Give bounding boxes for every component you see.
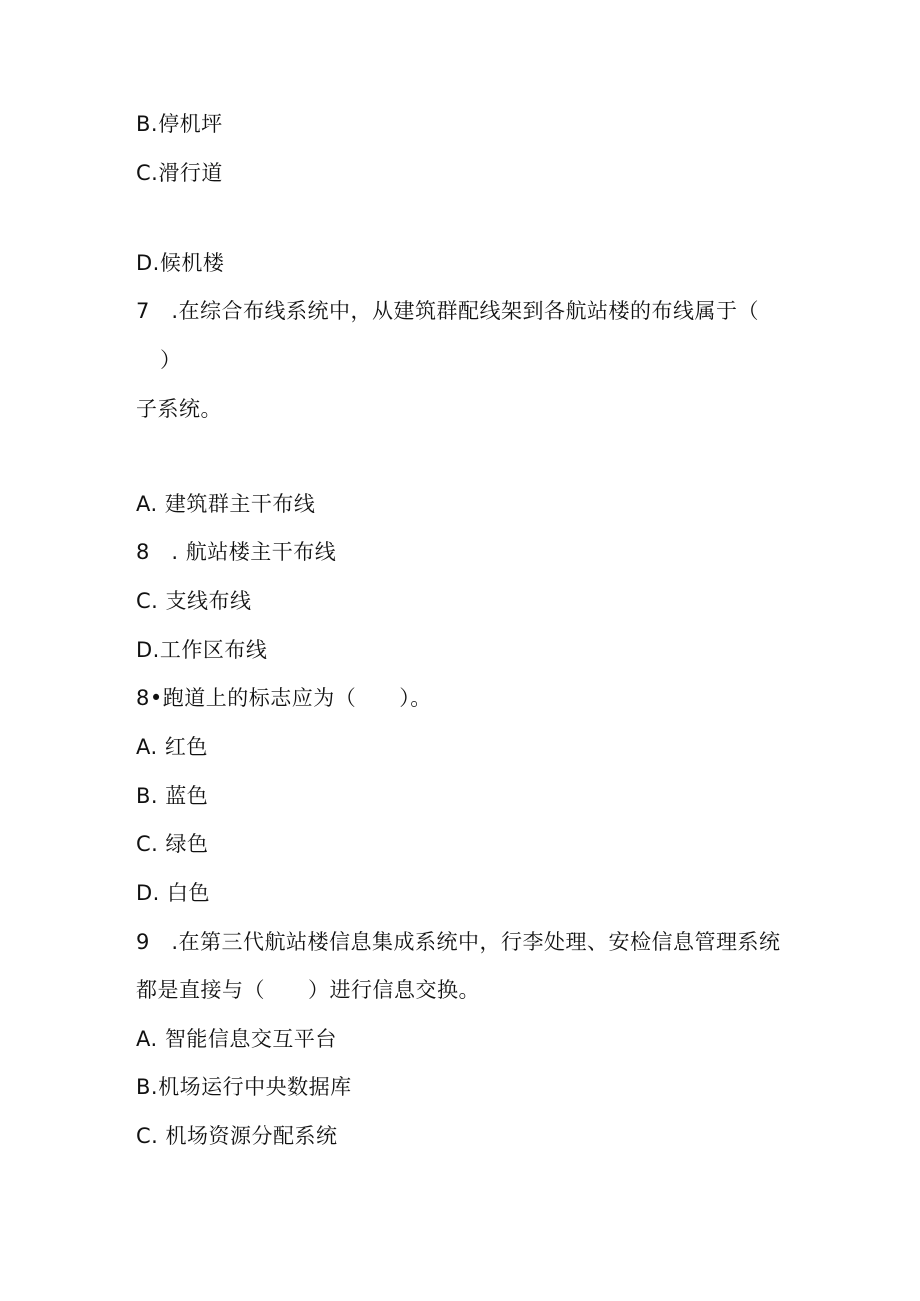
q9-option-a: A. 智能信息交互平台	[136, 1027, 337, 1051]
q8-option-c: C. 绿色	[136, 832, 209, 856]
option-c-taxiway: C.滑行道	[136, 161, 223, 185]
question-8-text: 8•跑道上的标志应为（ ）。	[136, 686, 432, 710]
q8-option-a: A. 红色	[136, 735, 208, 759]
q8-option-b: B. 蓝色	[136, 784, 209, 808]
question-7-continuation: 子系统。	[136, 397, 222, 421]
q9-option-b: B.机场运行中央数据库	[136, 1075, 352, 1099]
option-b-apron: B.停机坪	[136, 112, 223, 136]
q8-option-d: D. 白色	[136, 881, 211, 905]
question-7-text: 7 .在综合布线系统中，从建筑群配线架到各航站楼的布线属于（	[136, 299, 760, 323]
option-d-terminal: D.候机楼	[136, 251, 225, 275]
q7-option-b: 8 . 航站楼主干布线	[136, 540, 337, 564]
q7-option-c: C. 支线布线	[136, 589, 252, 613]
question-9-text: 9 .在第三代航站楼信息集成系统中，行李处理、安检信息管理系统	[136, 930, 781, 954]
question-7-bracket: ）	[160, 348, 182, 372]
q9-option-c: C. 机场资源分配系统	[136, 1124, 338, 1148]
question-9-continuation: 都是直接与（ ）进行信息交换。	[136, 978, 480, 1002]
q7-option-d: D.工作区布线	[136, 638, 268, 662]
q7-option-a: A. 建筑群主干布线	[136, 492, 316, 516]
